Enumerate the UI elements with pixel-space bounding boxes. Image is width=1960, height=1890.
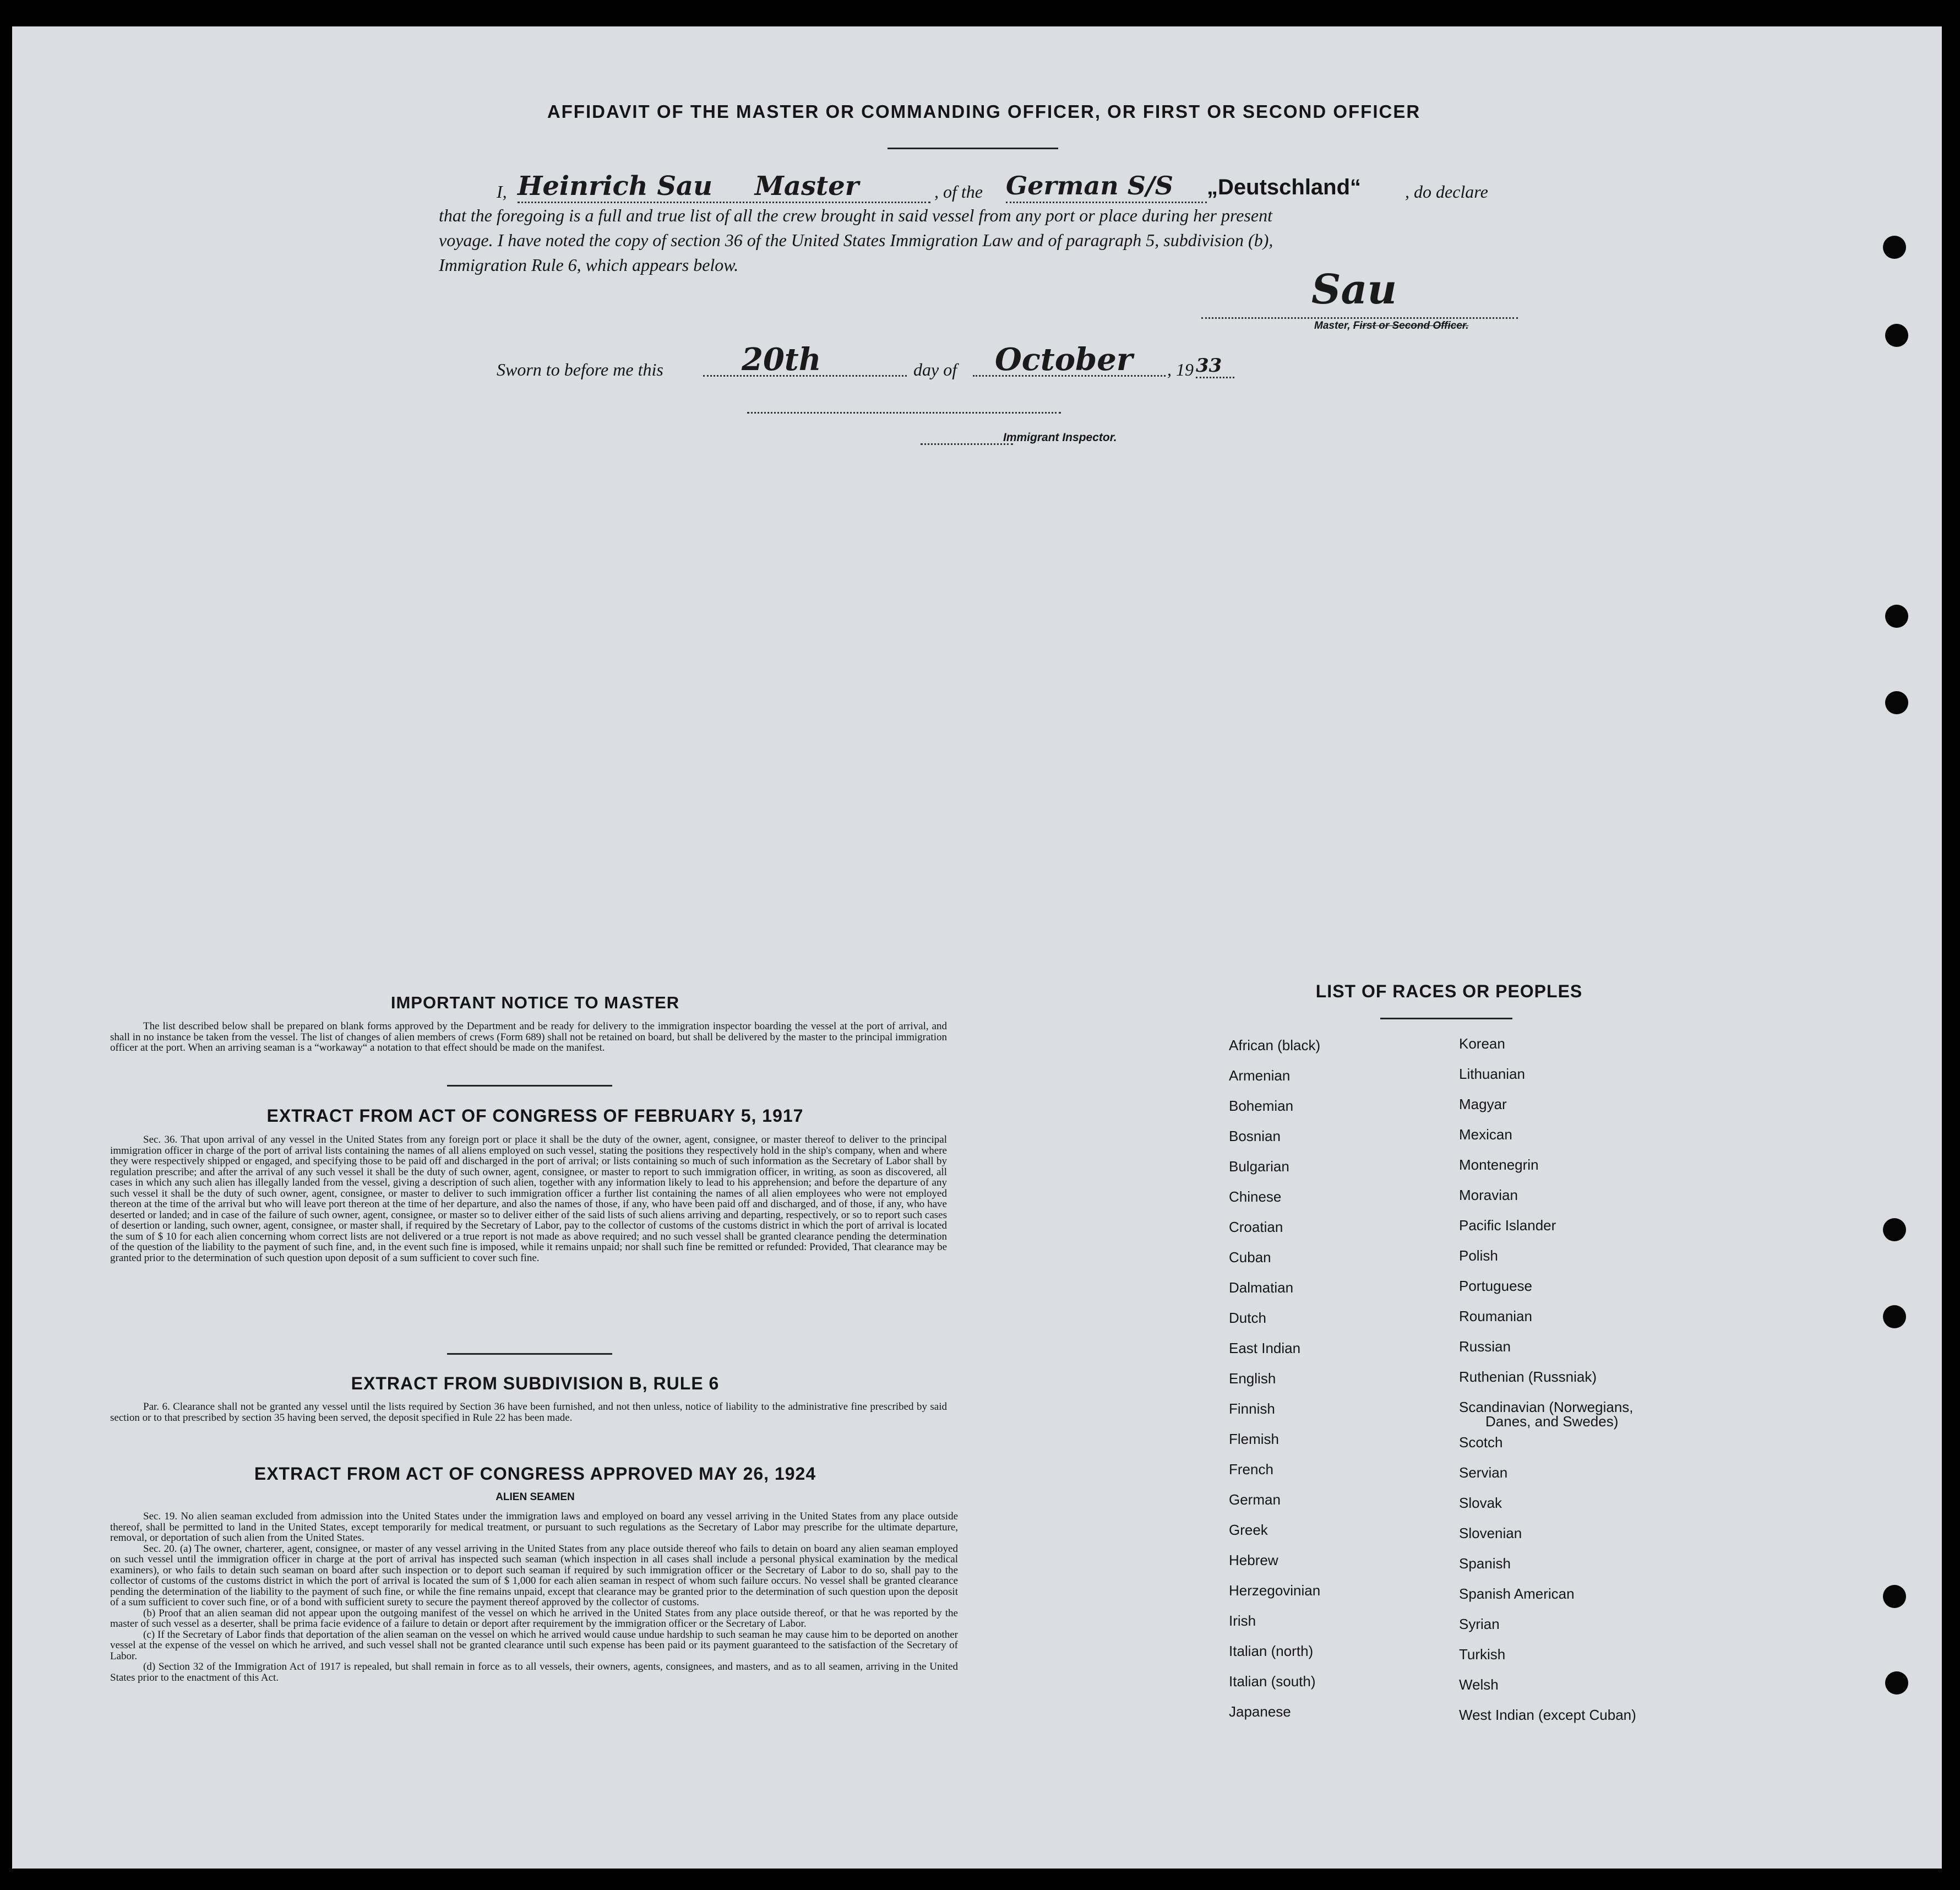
affidavit-title: AFFIDAVIT OF THE MASTER OR COMMANDING OFFICER, OR FIRST OR SECOND OFFICER bbox=[547, 101, 1421, 122]
races-rule bbox=[1380, 1018, 1512, 1019]
do-declare-text: , do declare bbox=[1405, 182, 1488, 202]
master-signature: Sau bbox=[1311, 266, 1397, 313]
master-title: Master bbox=[754, 171, 859, 202]
race-item: Russian bbox=[1459, 1338, 1511, 1355]
binder-hole bbox=[1885, 324, 1908, 347]
race-item: Italian (north) bbox=[1229, 1643, 1314, 1659]
race-item: Bosnian bbox=[1229, 1128, 1281, 1144]
race-item: Cuban bbox=[1229, 1249, 1271, 1266]
race-item: Irish bbox=[1229, 1612, 1256, 1629]
binder-hole bbox=[1885, 1671, 1908, 1695]
race-item: German bbox=[1229, 1491, 1281, 1508]
race-item: Spanish American bbox=[1459, 1585, 1575, 1602]
race-item: Turkish bbox=[1459, 1646, 1506, 1663]
vessel-name: „Deutschland“ bbox=[1207, 175, 1362, 199]
race-item: Montenegrin bbox=[1459, 1156, 1539, 1173]
rule6-title: EXTRACT FROM SUBDIVISION B, RULE 6 bbox=[351, 1373, 720, 1393]
race-item: Armenian bbox=[1229, 1067, 1291, 1084]
binder-hole bbox=[1883, 1218, 1906, 1241]
signature-caption bbox=[1314, 320, 1469, 332]
race-item: Polish bbox=[1459, 1247, 1498, 1264]
race-item: Finnish bbox=[1229, 1400, 1275, 1417]
notice-body: The list described below shall be prepared on blank forms approved by the Department and be ready for delivery to the immigration inspector boarding the vessel at the port of arrival, and shall in no instance be taken from the vessel. The list of changes of alien members of crews (Form 689) shall not be retained on board, but shall be delivered by the master to the principal immigration officer at the port. When an arriving seaman is a “workaway“ a notation to that effect should be made on the manifest. bbox=[110, 1020, 947, 1053]
race-item: French bbox=[1229, 1461, 1273, 1478]
race-item: Scotch bbox=[1459, 1434, 1503, 1451]
document-page bbox=[12, 26, 1942, 1869]
race-item: Bohemian bbox=[1229, 1098, 1294, 1114]
year-prefix: , 19 bbox=[1167, 360, 1194, 379]
declaration-line-3: voyage. I have noted the copy of section 36 of the United States Immigration Law and of paragraph 5, subdivision (b), bbox=[439, 230, 1273, 250]
race-item: Magyar bbox=[1459, 1096, 1507, 1112]
race-item: Flemish bbox=[1229, 1431, 1280, 1447]
act1924-title: EXTRACT FROM ACT OF CONGRESS APPROVED MAY 26, 1924 bbox=[254, 1464, 816, 1484]
divider-2 bbox=[447, 1353, 612, 1355]
race-item: Spanish bbox=[1459, 1555, 1511, 1572]
race-item: Korean bbox=[1459, 1035, 1505, 1052]
divider-1 bbox=[447, 1085, 612, 1087]
master-name-field bbox=[518, 171, 930, 203]
act1917-title: EXTRACT FROM ACT OF CONGRESS OF FEBRUARY 5, 1917 bbox=[266, 1106, 804, 1126]
race-item: Slovenian bbox=[1459, 1525, 1522, 1541]
race-item: Italian (south) bbox=[1229, 1673, 1316, 1690]
signature-caption-struck: First or Second Officer. bbox=[1353, 320, 1469, 332]
signature-line bbox=[1201, 317, 1518, 319]
race-item: Roumanian bbox=[1459, 1308, 1532, 1324]
race-item: Pacific Islander bbox=[1459, 1217, 1556, 1234]
notice-title: IMPORTANT NOTICE TO MASTER bbox=[390, 993, 680, 1012]
race-item: Herzegovinian bbox=[1229, 1582, 1321, 1599]
race-item: Scandinavian (Norwegians, bbox=[1459, 1399, 1634, 1415]
race-item: African (black) bbox=[1229, 1037, 1321, 1053]
race-item: Servian bbox=[1459, 1464, 1508, 1481]
race-item: Croatian bbox=[1229, 1219, 1283, 1235]
binder-hole bbox=[1883, 236, 1906, 259]
act1924-subtitle: ALIEN SEAMEN bbox=[496, 1491, 575, 1503]
race-item: Dalmatian bbox=[1229, 1279, 1294, 1296]
race-item: Hebrew bbox=[1229, 1552, 1278, 1568]
binder-hole bbox=[1885, 691, 1908, 714]
day-of-text: day of bbox=[913, 360, 957, 379]
sworn-prefix: Sworn to before me this bbox=[497, 360, 663, 379]
inspector-label-line bbox=[921, 443, 1013, 445]
act1924-body bbox=[110, 1511, 958, 1683]
race-item: Greek bbox=[1229, 1522, 1268, 1538]
race-item: Danes, and Swedes) bbox=[1485, 1413, 1619, 1430]
race-item: Bulgarian bbox=[1229, 1158, 1289, 1175]
sec20a-text: Sec. 20. (a) The owner, charterer, agent, consignee, or master of any vessel arriving in the United States from any place outside thereof who fails to detain on board any alien seaman employed on such vessel until the immigration officer in charge at the port of arrival has inspected such seaman (which inspection in all cases shall include a personal physical examination by the medical examiners), or who fails to detain such seaman on board after such inspection or to deport such seaman if required by such immigration officer or the Secretary of Labor to do so, shall pay to the collector of customs of the customs district in which the port of arrival is located the sum of $ 1,000 for each alien seaman in respect of whom such failure occurs. No vessel shall be granted clearance pending the determination of the liability to the payment of such fine, or while the fine remains unpaid, except that clearance may be granted prior to the determination of such question upon the deposit of a sum sufficient to cover such fine, or of a bond with sufficient surety to secure the payment thereof approved by the collector of customs. bbox=[110, 1543, 958, 1608]
race-item: Ruthenian (Russniak) bbox=[1459, 1368, 1597, 1385]
sec20b-text: (b) Proof that an alien seaman did not appear upon the outgoing manifest of the vessel on which he arrived in the United States from any place outside thereof, or that he was reported by the master of such vessel as a deserter, shall be prima facie evidence of a failure to detain or deport after requirement by the immigration officer or the Secretary of Labor. bbox=[110, 1607, 958, 1630]
race-item: Portuguese bbox=[1459, 1278, 1532, 1294]
act1917-body: Sec. 36. That upon arrival of any vessel in the United States from any foreign port or place it shall be the duty of the owner, agent, consignee, or master thereof to deliver to the principal immigration officer in charge of the port of arrival lists containing the names of all aliens employed on such vessel, stating the positions they respectively hold in the ship's company, when and where they were respectively shipped or engaged, and specifying those to be paid off and discharged in the port of arrival; or lists containing so much of such information as the Secretary of Labor shall by regulation prescribe; and after the arrival of any such vessel it shall be the duty of such owner, agent, consignee, or master to report to such immigration officer, in writing, as soon as discovered, all cases in which any such alien has illegally landed from the vessel, giving a description of such alien, together with any information likely to lead to his apprehension; and before the departure of any such vessel it shall be the duty of such owner, agent, consignee, or master to deliver to such immigration officer a further list containing the names of all alien employees who were not employed thereon at the time of the arrival but who will leave port thereon at the time of her departure, and also the names of those, if any, who have been paid off and discharged, and of those, if any, who have deserted or landed; and in case of the failure of such owner, agent, consignee, or master so to deliver either of the said lists of such aliens arriving and departing, respectively, or so to report such cases of desertion or landing, such owner, agent, consignee, or master shall, if required by the Secretary of Labor, pay to the collector of customs of the customs district in which the port of arrival is located the sum of $ 10 for each alien concerning whom correct lists are not delivered or a true report is not made as above required; and no such vessel shall be granted clearance pending the determination of the question of the liability to the payment of such fine, and, in the event such fine is imposed, while it remains unpaid; nor shall such fine be remitted or refunded: Provided, That clearance may be granted prior to the determination of such question upon deposit of a sum sufficient to cover such fine. bbox=[110, 1134, 947, 1264]
declaration-i: I, bbox=[497, 182, 507, 202]
race-item: East Indian bbox=[1229, 1340, 1301, 1356]
of-the-text: , of the bbox=[934, 182, 983, 202]
race-item: Moravian bbox=[1459, 1187, 1518, 1203]
race-item: Chinese bbox=[1229, 1188, 1282, 1205]
binder-hole bbox=[1883, 1305, 1906, 1328]
binder-hole bbox=[1883, 1585, 1906, 1608]
signature-caption-master: Master, bbox=[1314, 320, 1351, 332]
race-item: Japanese bbox=[1229, 1703, 1291, 1720]
declaration-line-4: Immigration Rule 6, which appears below. bbox=[439, 255, 739, 275]
race-item: Slovak bbox=[1459, 1495, 1502, 1511]
binder-hole bbox=[1885, 605, 1908, 628]
sworn-year: 33 bbox=[1196, 355, 1234, 378]
races-title: LIST OF RACES OR PEOPLES bbox=[1315, 981, 1583, 1001]
sec20d-text: (d) Section 32 of the Immigration Act of 1917 is repealed, but shall remain in force as to all vessels, their owners, agents, consignees, and masters, and as to all seamen, arriving in the United States prior to the enactment of this Act. bbox=[110, 1661, 958, 1683]
master-name: Heinrich Sau bbox=[518, 171, 713, 202]
sworn-month: October bbox=[973, 341, 1166, 377]
race-item: Dutch bbox=[1229, 1310, 1266, 1326]
title-rule bbox=[888, 148, 1058, 149]
race-item: West Indian (except Cuban) bbox=[1459, 1707, 1636, 1723]
declaration-line-2: that the foregoing is a full and true list of all the crew brought in said vessel from any port or place during her present bbox=[439, 205, 1272, 225]
sec20c-text: (c) If the Secretary of Labor finds that deportation of the alien seaman on the vessel on which he arrived would cause undue hardship to such seaman he may cause him to be deported on another vessel at the expense of the vessel on which he arrived, and such vessel shall not be granted clearance until such expense has been paid or its payment guaranteed to the satisfaction of the Secretary of Labor. bbox=[110, 1628, 958, 1662]
inspector-signature-line bbox=[747, 412, 1061, 414]
race-item: English bbox=[1229, 1370, 1276, 1387]
rule6-body: Par. 6. Clearance shall not be granted any vessel until the lists required by Section 36 have been furnished, and not then unless, notice of liability to the administrative fine prescribed by said section or to that prescribed by section 35 having been served, the deposit specified in Rule 22 has been made. bbox=[110, 1401, 947, 1424]
sec19-text: Sec. 19. No alien seaman excluded from admission into the United States under the immigration laws and employed on board any vessel arriving in the United States from any place outside thereof, shall be permitted to land in the United States, except temporarily for medical treatment, or pursuant to such regulations as the Secretary of Labor may prescribe for the ultimate departure, removal, or deportation of such alien from the United States. bbox=[110, 1511, 958, 1544]
race-item: Mexican bbox=[1459, 1126, 1512, 1143]
vessel-nationality: German S/S bbox=[1006, 171, 1207, 203]
sworn-day: 20th bbox=[703, 341, 907, 377]
race-item: Welsh bbox=[1459, 1676, 1499, 1693]
inspector-label: Immigrant Inspector. bbox=[1003, 431, 1117, 444]
race-item: Syrian bbox=[1459, 1616, 1500, 1632]
race-item: Lithuanian bbox=[1459, 1066, 1525, 1082]
